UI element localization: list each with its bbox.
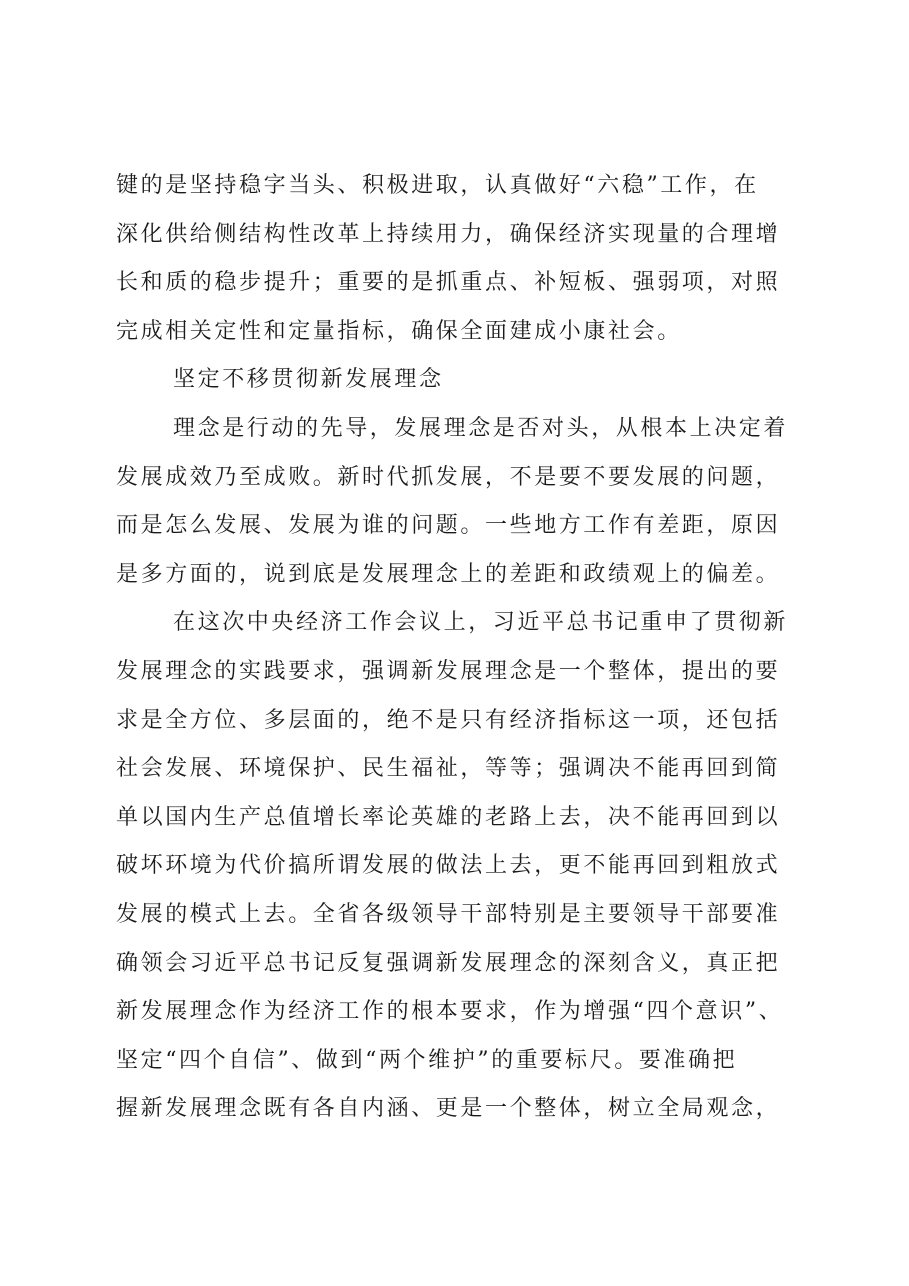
paragraph-line: 深化供给侧结构性改革上持续用力，确保经济实现量的合理增 (116, 221, 781, 247)
paragraph-line: 键的是坚持稳字当头、积极进取，认真做好“六稳”工作，在 (116, 173, 759, 198)
paragraph-line: 在这次中央经济工作会议上，习近平总书记重申了贯彻新 (173, 610, 789, 636)
paragraph-line: 发展的模式上去。全省各级领导干部特别是主要领导干部要准 (116, 901, 781, 927)
paragraph-line: 单以国内生产总值增长率论英雄的老路上去，决不能再回到以 (116, 804, 781, 830)
paragraph-line: 是多方面的，说到底是发展理念上的差距和政绩观上的偏差。 (116, 561, 781, 587)
paragraph-line: 发展理念的实践要求，强调新发展理念是一个整体，提出的要 (116, 658, 781, 684)
paragraph-line: 长和质的稳步提升；重要的是抓重点、补短板、强弱项，对照 (116, 270, 781, 296)
paragraph-line: 确领会习近平总书记反复强调新发展理念的深刻含义，真正把 (116, 950, 781, 976)
section-heading: 坚定不移贯彻新发展理念 (173, 367, 444, 393)
paragraph-line: 新发展理念作为经济工作的根本要求，作为增强“四个意识”、 (116, 999, 784, 1025)
paragraph-line: 求是全方位、多层面的，绝不是只有经济指标这一项，还包括 (116, 707, 781, 733)
paragraph-line: 社会发展、环境保护、民生福祉，等等；强调决不能再回到简 (116, 756, 781, 782)
paragraph-line: 理念是行动的先导，发展理念是否对头，从根本上决定着 (173, 415, 789, 441)
paragraph-line: 破坏环境为代价搞所谓发展的做法上去，更不能再回到粗放式 (116, 853, 781, 879)
paragraph-line: 而是怎么发展、发展为谁的问题。一些地方工作有差距，原因 (116, 513, 781, 539)
paragraph-line: 握新发展理念既有各自内涵、更是一个整体，树立全局观念， (116, 1096, 781, 1122)
paragraph-line: 完成相关定性和定量指标，确保全面建成小康社会。 (116, 318, 682, 344)
paragraph-line: 坚定“四个自信”、做到“两个维护”的重要标尺。要准确把 (116, 1047, 738, 1073)
document-body (116, 162, 810, 1134)
paragraph-line: 发展成效乃至成败。新时代抓发展，不是要不要发展的问题， (116, 464, 781, 490)
